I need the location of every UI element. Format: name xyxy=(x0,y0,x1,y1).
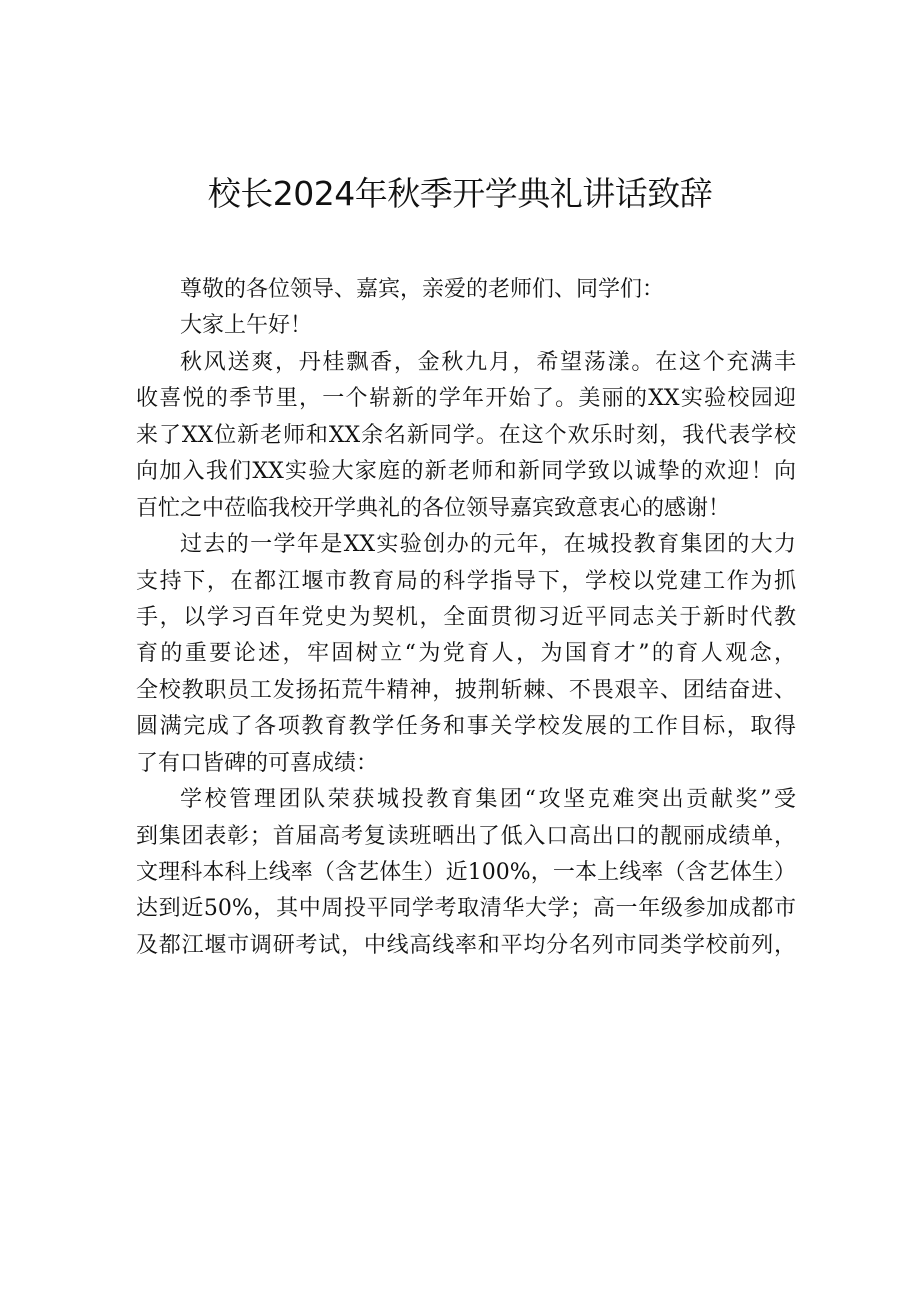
paragraph-line: 到集团表彰；首届高考复读班晒出了低入口高出口的靓丽成绩单， xyxy=(136,823,796,849)
paragraph-line: 百忙之中莅临我校开学典礼的各位领导嘉宾致意衷心的感谢！ xyxy=(136,495,731,521)
salutation-line: 尊敬的各位领导、嘉宾，亲爱的老师们、同学们： xyxy=(180,277,665,302)
paragraph-line: 过去的一学年是XX实验创办的元年，在城投教育集团的大力 xyxy=(180,532,796,558)
paragraph-line: 秋风送爽，丹桂飘香，金秋九月，希望荡漾。在这个充满丰 xyxy=(180,349,796,375)
paragraph-line: 达到近50%，其中周投平同学考取清华大学；高一年级参加成都市 xyxy=(136,896,796,922)
paragraph-line: 圆满完成了各项教育教学任务和事关学校发展的工作目标，取得 xyxy=(136,714,796,740)
paragraph-line: 收喜悦的季节里，一个崭新的学年开始了。美丽的XX实验校园迎 xyxy=(136,386,796,412)
paragraph-line: 全校教职员工发扬拓荒牛精神，披荆斩棘、不畏艰辛、团结奋进、 xyxy=(136,677,796,703)
paragraph-line: 育的重要论述，牢固树立“为党育人，为国育才”的育人观念， xyxy=(136,641,796,667)
paragraph-line: 来了XX位新老师和XX余名新同学。在这个欢乐时刻，我代表学校 xyxy=(136,422,796,448)
greeting-line: 大家上午好！ xyxy=(180,313,313,339)
paragraph-line: 向加入我们XX实验大家庭的新老师和新同学致以诚挚的欢迎！向 xyxy=(136,459,796,485)
paragraph-line: 学校管理团队荣获城投教育集团“攻坚克难突出贡献奖”受 xyxy=(180,787,796,813)
paragraph-line: 手，以学习百年党史为契机，全面贯彻习近平同志关于新时代教 xyxy=(136,604,796,630)
document-title: 校长2024年秋季开学典礼讲话致辞 xyxy=(207,174,713,213)
paragraph-line: 支持下，在都江堰市教育局的科学指导下，学校以党建工作为抓 xyxy=(136,568,796,594)
paragraph-line: 及都江堰市调研考试，中线高线率和平均分名列市同类学校前列， xyxy=(136,932,796,958)
document-body xyxy=(136,272,796,964)
paragraph-line: 文理科本科上线率（含艺体生）近100%，一本上线率（含艺体生） xyxy=(136,860,796,885)
paragraph-line: 了有口皆碑的可喜成绩： xyxy=(136,750,379,776)
